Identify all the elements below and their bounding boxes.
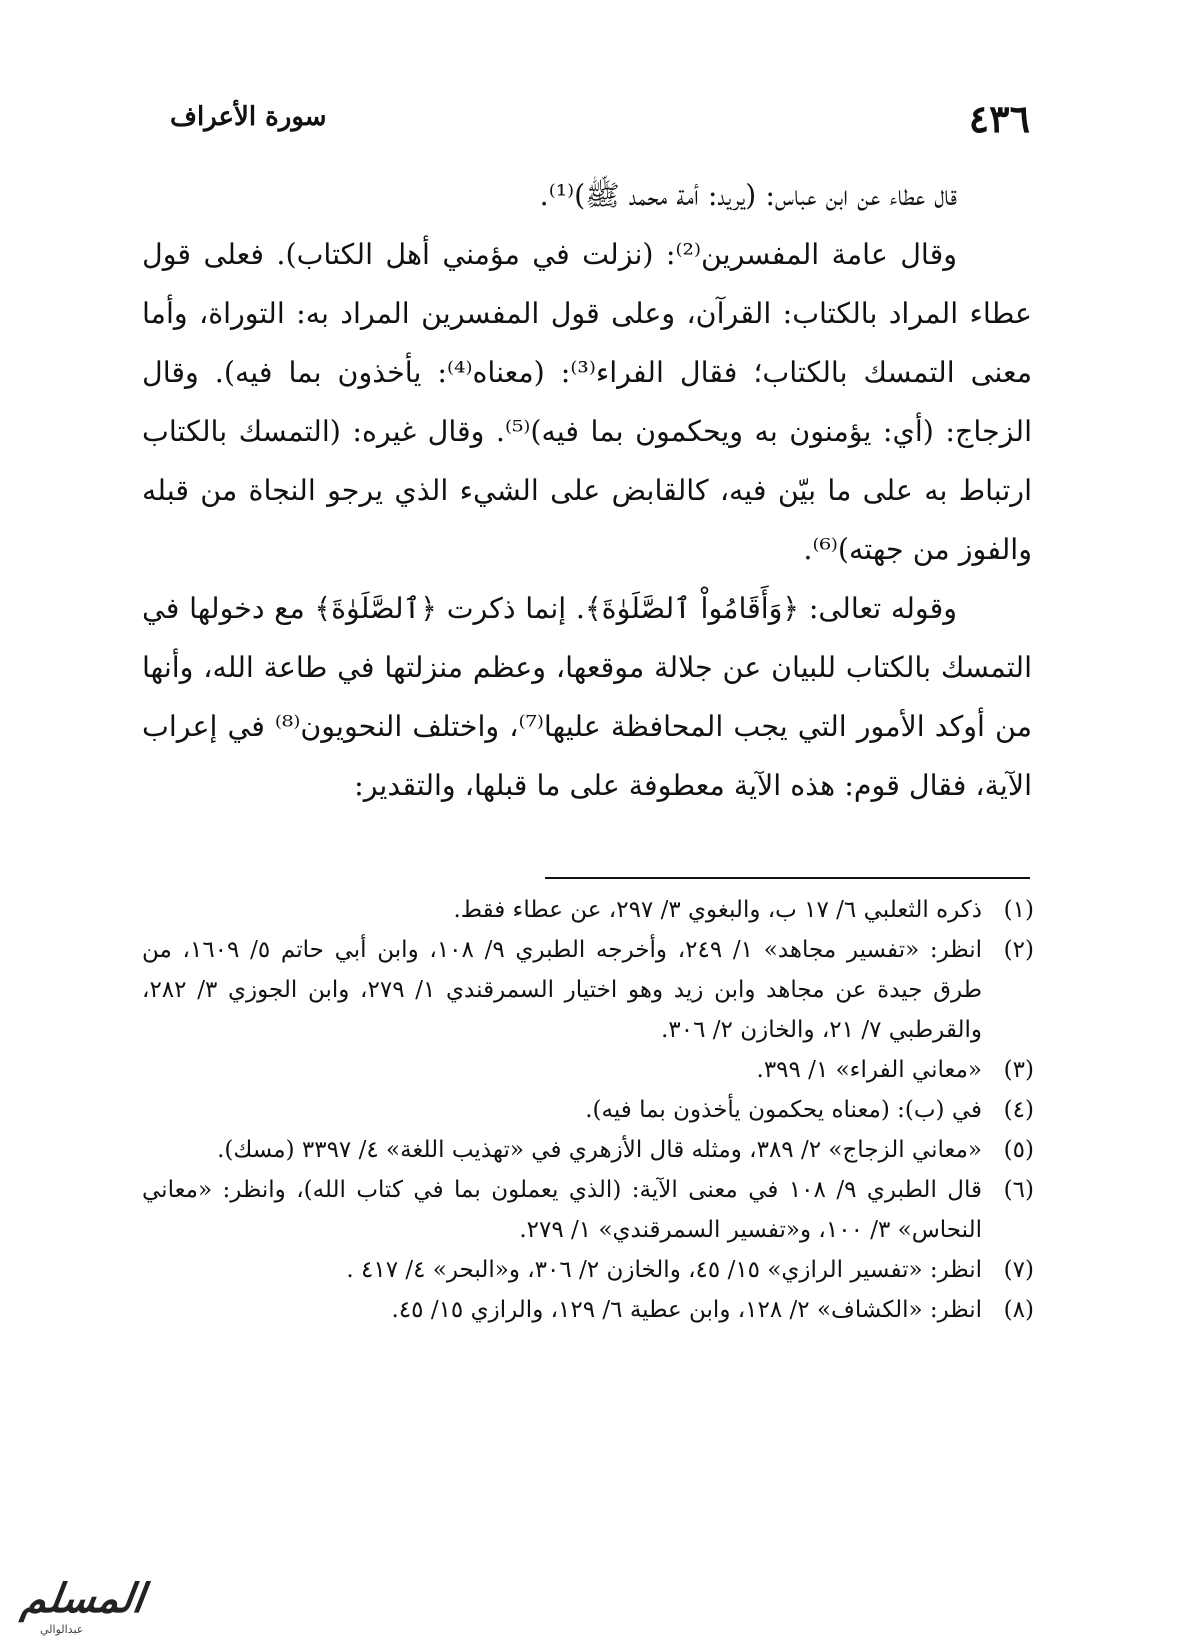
footnote-divider bbox=[545, 877, 1030, 879]
paragraph-2: وقال عامة المفسرين⁽²⁾: (نزلت في مؤمني أهل الكتاب). فعلى قول عطاء المراد بالكتاب: القرآن، وعلى قول المفسرين المراد به: التوراة، وأما معنى التمسك بالكتاب؛ فقال الفراء⁽³⁾: (معناه⁽⁴⁾: يأخذون بما فيه). وقال الزجاج: (أي: يؤمنون به ويحكمون بما فيه)⁽⁵⁾. وقال غيره: (التمسك بالكتاب ارتباط به على ما بيّن فيه، كالقابض على الشيء الذي يرجو النجاة من قبله والفوز من جهته)⁽⁶⁾. bbox=[142, 238, 1033, 566]
footnote-number: (٥) bbox=[1003, 1137, 1034, 1163]
footnote-3 bbox=[142, 1050, 1034, 1090]
watermark-stamp bbox=[18, 1565, 148, 1645]
footnote-4 bbox=[142, 1090, 1034, 1130]
footnote-number: (٧) bbox=[1003, 1257, 1034, 1283]
paragraph-1: قال عطاء عن ابن عباس: (يريد: أمة محمد ﷺ)⁽¹⁾. bbox=[539, 179, 957, 212]
footnote-8 bbox=[142, 1290, 1034, 1330]
footnote-number: (٢) bbox=[1003, 937, 1034, 963]
footnote-text: «معاني الزجاج» ٢/ ٣٨٩، ومثله قال الأزهري في «تهذيب اللغة» ٤/ ٣٣٩٧ (مسك). bbox=[217, 1137, 982, 1163]
footnote-text: انظر: «تفسير الرازي» ١٥/ ٤٥، والخازن ٢/ ٣٠٦، و«البحر» ٤/ ٤١٧ . bbox=[346, 1257, 982, 1283]
footnote-number: (١) bbox=[1003, 897, 1034, 923]
footnote-number: (٣) bbox=[1003, 1057, 1034, 1083]
footnote-5 bbox=[142, 1130, 1034, 1170]
footnote-text: قال الطبري ٩/ ١٠٨ في معنى الآية: (الذي يعملون بما في كتاب الله)، وانظر: «معاني النحاس» ٣/ ١٠٠، و«تفسير السمرقندي» ١/ ٢٧٩. bbox=[142, 1177, 983, 1243]
page-number: ٤٣٦ bbox=[968, 96, 1030, 141]
footnote-text: ذكره الثعلبي ٦/ ١٧ ب، والبغوي ٣/ ٢٩٧، عن عطاء فقط. bbox=[453, 897, 982, 923]
footnote-6 bbox=[142, 1170, 1034, 1250]
stamp-main-text: المسلم bbox=[18, 1575, 148, 1622]
page-header bbox=[150, 92, 1030, 142]
footnote-7 bbox=[142, 1250, 1034, 1290]
footnote-number: (٤) bbox=[1003, 1097, 1034, 1123]
footnote-text: انظر: «تفسير مجاهد» ١/ ٢٤٩، وأخرجه الطبري ٩/ ١٠٨، وابن أبي حاتم ٥/ ١٦٠٩، من طرق جيدة عن مجاهد وابن زيد وهو اختيار السمرقندي ١/ ٢٧٩، وابن الجوزي ٣/ ٢٨٢، والقرطبي ٧/ ٢١، والخازن ٢/ ٣٠٦. bbox=[142, 937, 983, 1043]
footnote-2 bbox=[142, 930, 1034, 1050]
surah-title: سورة الأعراف bbox=[170, 102, 327, 132]
main-text bbox=[142, 166, 1032, 815]
footnote-text: انظر: «الكشاف» ٢/ ١٢٨، وابن عطية ٦/ ١٢٩، والرازي ١٥/ ٤٥. bbox=[391, 1297, 982, 1323]
footnote-text: في (ب): (معناه يحكمون يأخذون بما فيه). bbox=[585, 1097, 982, 1123]
footnote-1 bbox=[142, 890, 1034, 930]
paragraph-3: وقوله تعالى: ﴿وَأَقَامُواْ ٱلصَّلَوٰةَ﴾. إنما ذكرت ﴿ٱلصَّلَوٰةَ﴾ مع دخولها في التمسك بالكتاب للبيان عن جلالة موقعها، وعظم منزلتها في طاعة الله، وأنها من أوكد الأمور التي يجب المحافظة عليها⁽⁷⁾، واختلف النحويون⁽⁸⁾ في إعراب الآية، فقال قوم: هذه الآية معطوفة على ما قبلها، والتقدير: bbox=[142, 592, 1032, 802]
footnote-text: «معاني الفراء» ١/ ٣٩٩. bbox=[756, 1057, 982, 1083]
footnote-number: (٨) bbox=[1003, 1297, 1034, 1323]
stamp-sub-text: عبدالوالي bbox=[40, 1623, 84, 1636]
footnote-number: (٦) bbox=[1003, 1177, 1034, 1203]
footnotes bbox=[142, 890, 1034, 1330]
